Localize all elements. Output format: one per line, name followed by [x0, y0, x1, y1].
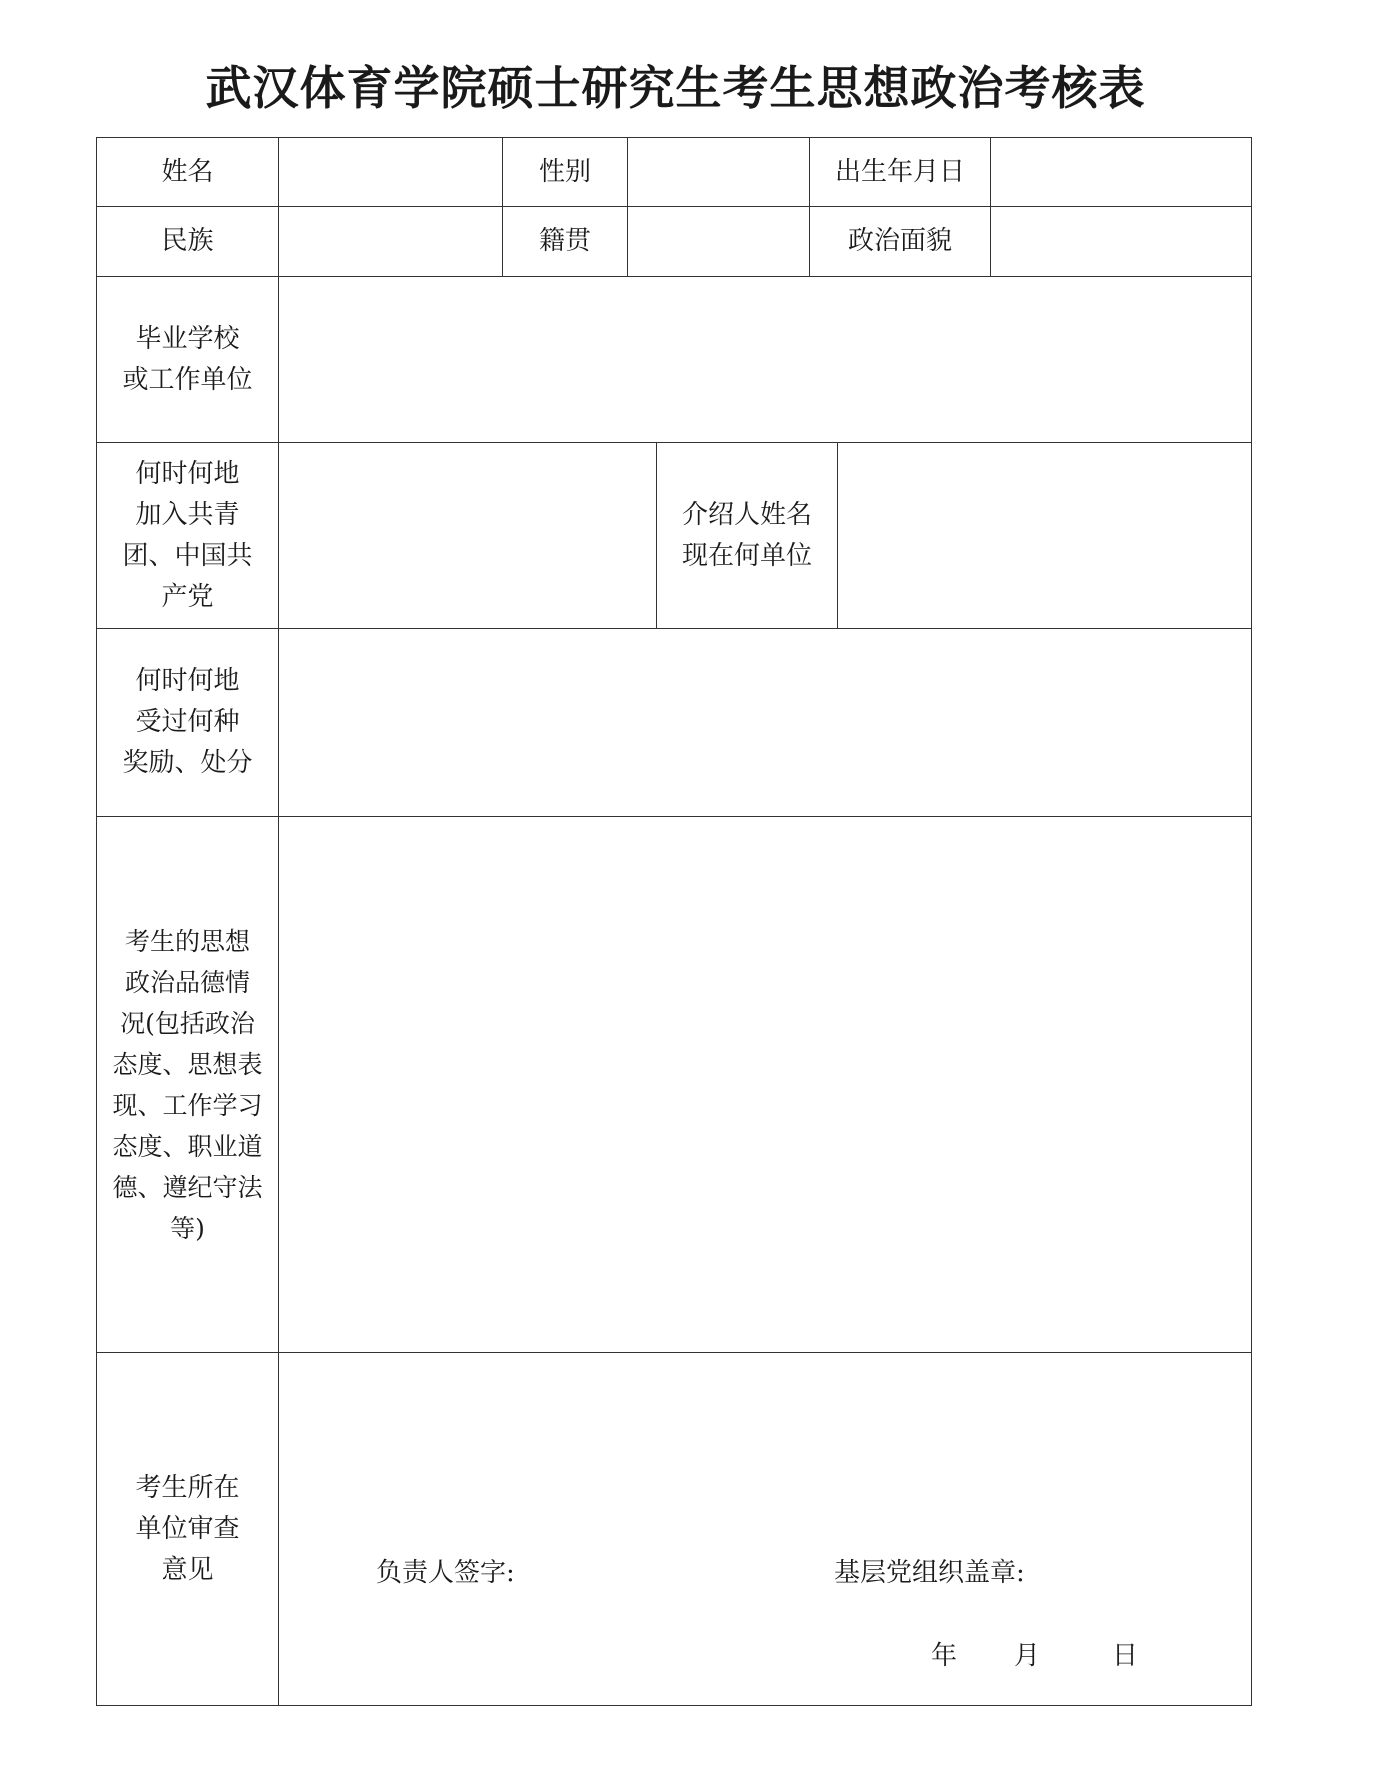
- political-status-field[interactable]: [991, 207, 1251, 276]
- label-school-work: [97, 277, 278, 442]
- unit-review-field[interactable]: [279, 1353, 1251, 1705]
- label-line: 毕业学校: [135, 323, 240, 354]
- label-line: 考生所在: [135, 1472, 240, 1503]
- label-line: 态度、职业道: [112, 1131, 263, 1161]
- label-birth-date: 出生年月日: [834, 156, 965, 187]
- school-work-field[interactable]: [279, 277, 1251, 442]
- label-ethnicity: 民族: [161, 226, 214, 256]
- label-line: 况(包括政治: [120, 1008, 255, 1038]
- date-day-label: 日: [1112, 1641, 1139, 1671]
- label-native-place: 籍贯: [538, 226, 591, 256]
- date-month-label: 月: [1014, 1641, 1041, 1671]
- label-line: 现、工作学习: [112, 1090, 263, 1120]
- label-line: 加入共青: [135, 499, 240, 530]
- name-field[interactable]: [279, 138, 502, 206]
- label-gender: 性别: [538, 156, 591, 187]
- table-border-bottom: [96, 1705, 1251, 1706]
- label-line: 等): [170, 1213, 205, 1243]
- label-line: 受过何种: [135, 707, 240, 737]
- introducer-field[interactable]: [838, 443, 1251, 628]
- label-line: 单位审查: [135, 1513, 240, 1544]
- label-introducer: [657, 443, 837, 628]
- label-line: 考生的思想: [124, 926, 250, 956]
- label-political-status: 政治面貌: [847, 226, 952, 256]
- label-line: 政治品德情: [124, 967, 250, 997]
- label-line: 德、遵纪守法: [112, 1172, 263, 1202]
- ethnicity-field[interactable]: [279, 207, 502, 276]
- label-line: 产党: [161, 581, 214, 612]
- label-line: 奖励、处分: [122, 748, 253, 778]
- gender-field[interactable]: [628, 138, 809, 206]
- label-line: 态度、思想表: [112, 1049, 263, 1079]
- native-place-field[interactable]: [628, 207, 809, 276]
- label-name: 姓名: [161, 156, 214, 187]
- ideology-field[interactable]: [279, 817, 1251, 1352]
- date-year-label: 年: [931, 1641, 958, 1671]
- form-title: 武汉体育学院硕士研究生考生思想政治考核表: [205, 61, 1146, 115]
- table-border-right: [1251, 137, 1252, 1706]
- label-unit-review: [97, 1353, 278, 1705]
- label-line: 团、中国共: [122, 540, 253, 571]
- birth-date-field[interactable]: [991, 138, 1251, 206]
- party-seal-label: 基层党组织盖章:: [834, 1558, 1025, 1588]
- label-line: 何时何地: [135, 666, 240, 696]
- join-party-field[interactable]: [279, 443, 656, 628]
- label-join-party: [97, 443, 278, 628]
- label-line: 意见: [161, 1554, 214, 1585]
- rewards-field[interactable]: [279, 629, 1251, 816]
- label-ideology: [97, 817, 278, 1352]
- label-line: 何时何地: [135, 458, 240, 489]
- label-line: 或工作单位: [122, 364, 253, 395]
- label-line: 介绍人姓名: [681, 499, 812, 530]
- label-line: 现在何单位: [681, 540, 812, 571]
- label-rewards: [97, 629, 278, 816]
- responsible-person-label: 负责人签字:: [376, 1558, 515, 1588]
